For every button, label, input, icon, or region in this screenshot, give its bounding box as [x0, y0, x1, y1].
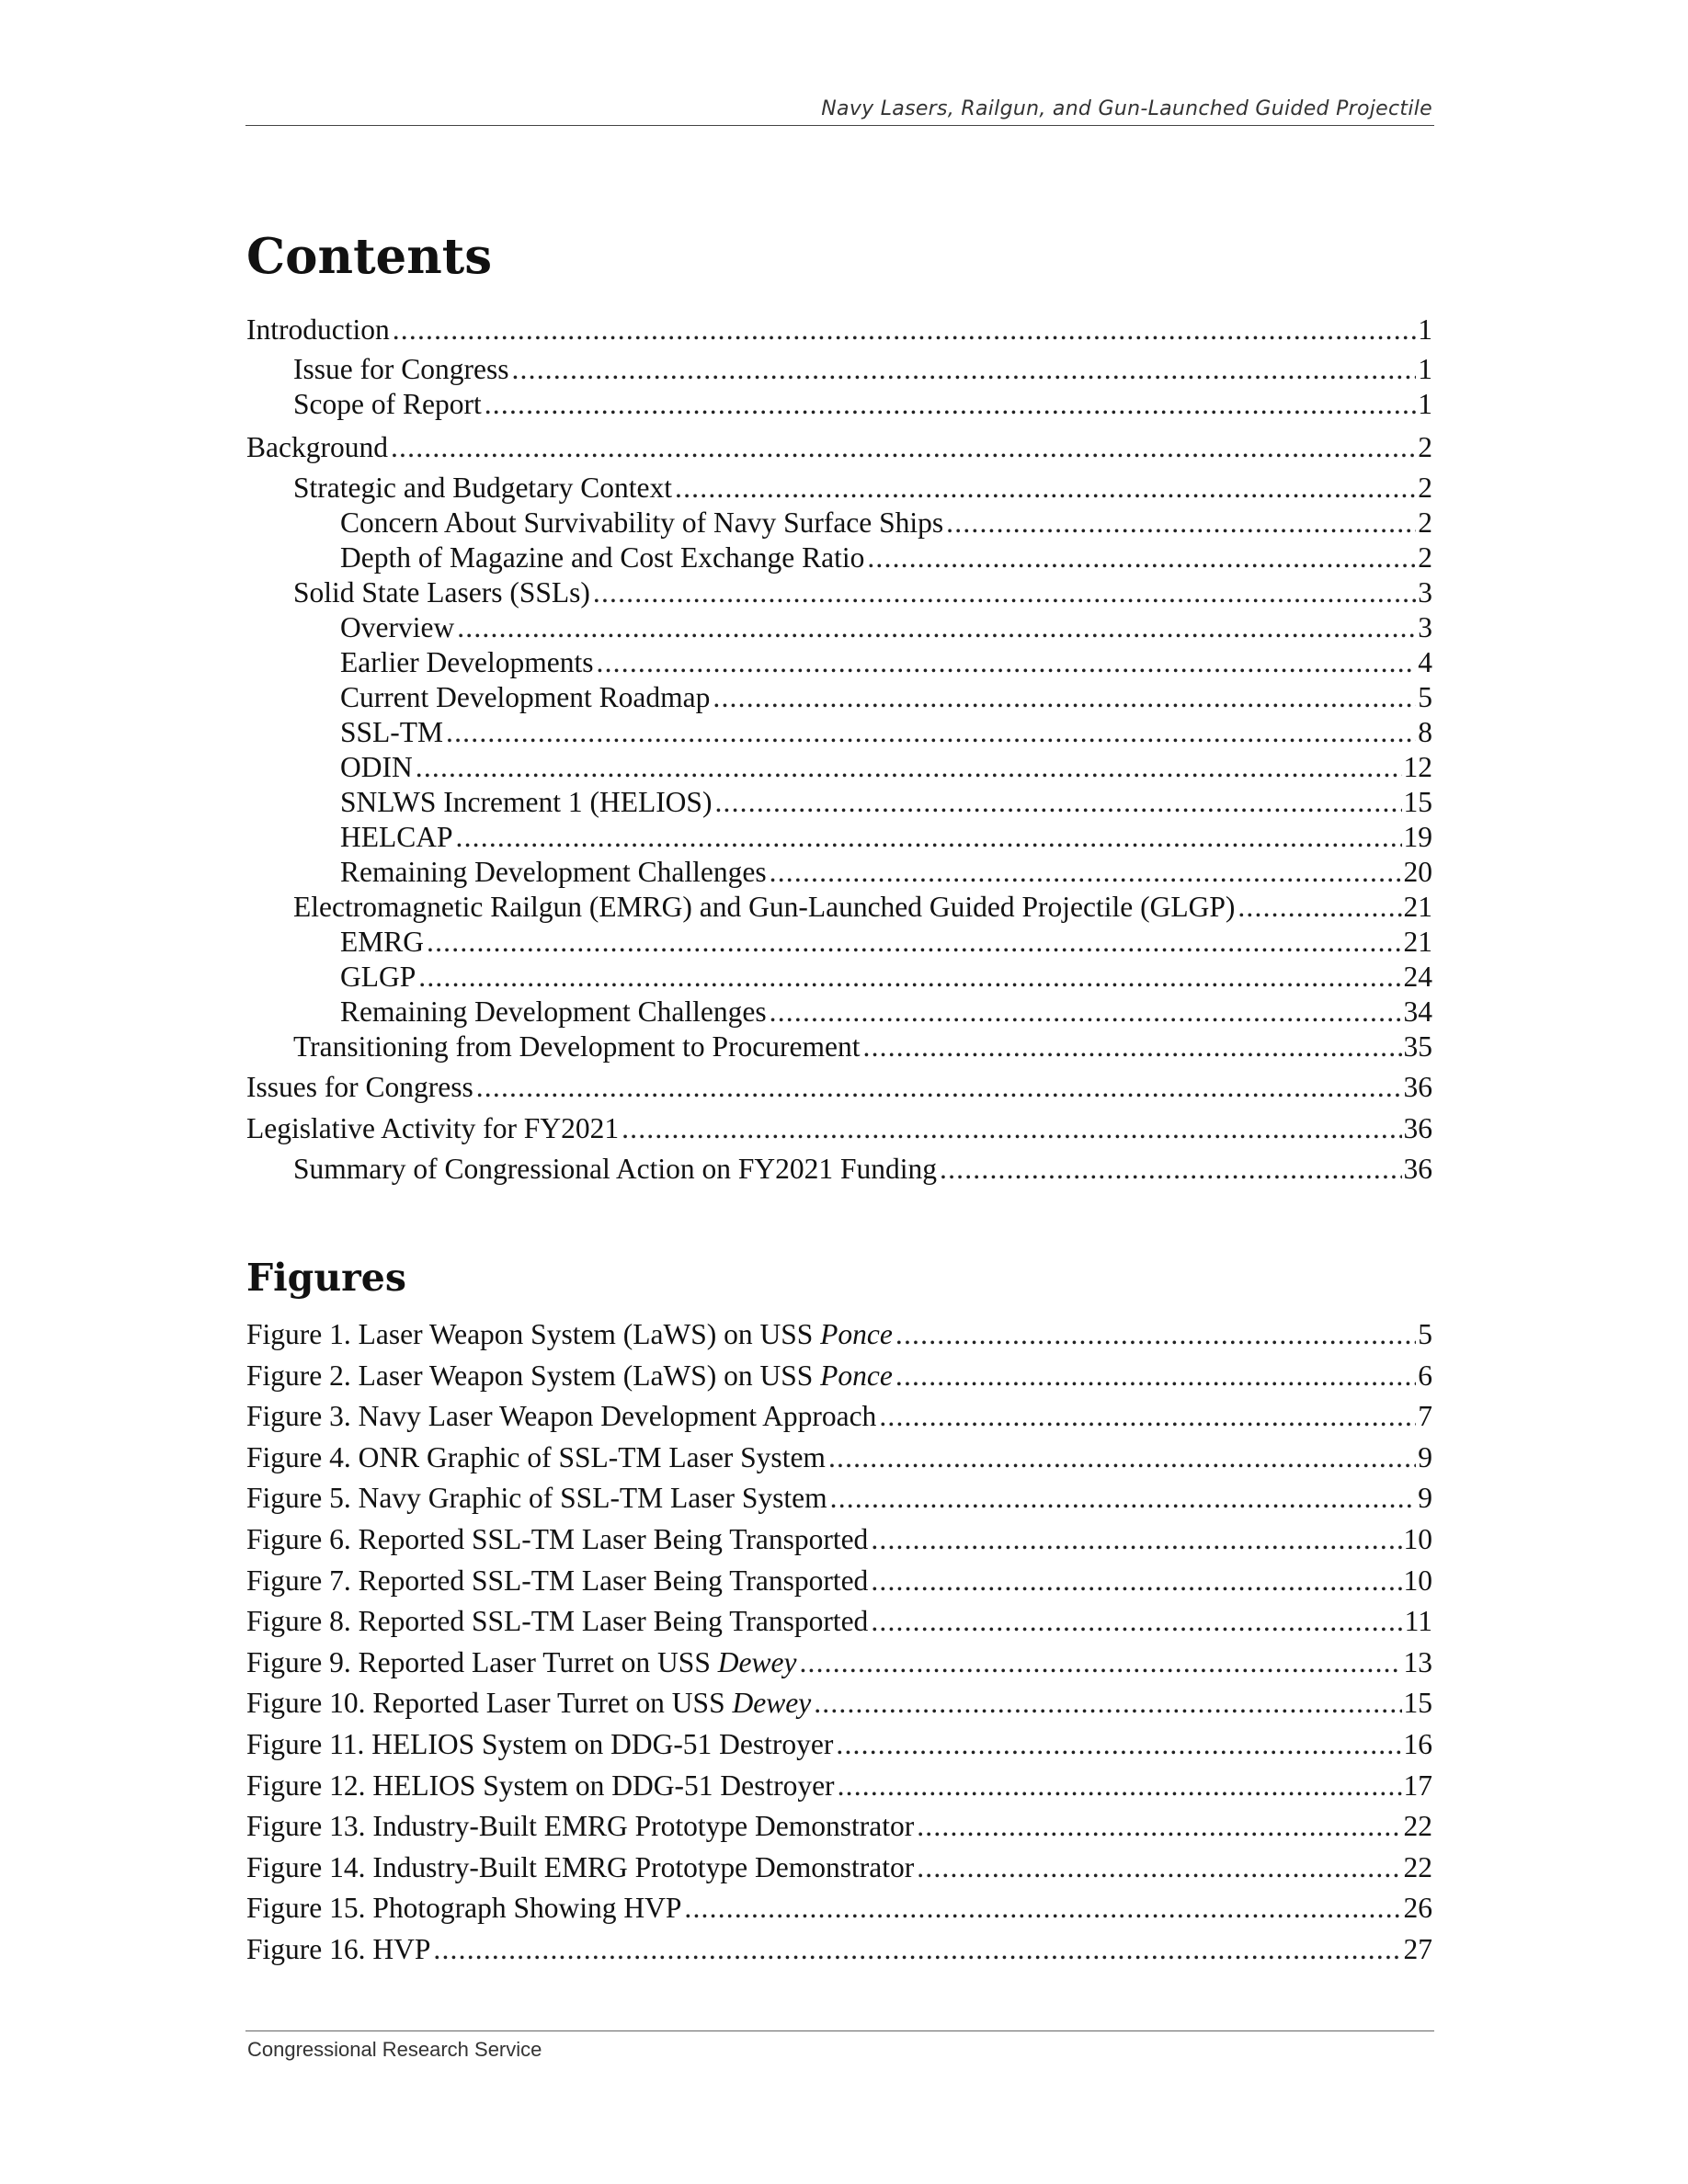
figure-entry-page: 27 [1403, 1933, 1432, 1965]
toc-entry-page: 3 [1418, 576, 1432, 609]
dot-leader [446, 716, 1416, 749]
dot-leader [871, 1523, 1401, 1556]
figure-entry-ship-name: Ponce [820, 1359, 893, 1392]
figure-entry-label [246, 1728, 833, 1761]
figure-entry-page: 17 [1403, 1769, 1432, 1802]
dot-leader [713, 681, 1416, 714]
dot-leader [511, 353, 1416, 386]
running-header-title: Navy Lasers, Railgun, and Gun-Launched Guided Projectile [821, 97, 1432, 120]
figure-entry-label [246, 1441, 826, 1474]
toc-entry[interactable] [293, 1030, 1432, 1064]
toc-entry-page: 36 [1403, 1153, 1432, 1185]
dot-leader [597, 646, 1417, 679]
toc-entry-label: HELCAP [340, 821, 453, 853]
toc-entry-page: 35 [1403, 1030, 1432, 1063]
toc-entry-label: Issues for Congress [246, 1071, 473, 1103]
toc-entry-label: Scope of Report [293, 388, 482, 420]
toc-entry-label: ODIN [340, 751, 413, 783]
dot-leader [714, 786, 1401, 819]
toc-entry-page: 1 [1418, 313, 1432, 346]
toc-entry-page: 19 [1403, 821, 1432, 853]
figure-entry-text: Figure 14. Industry-Built EMRG Prototype Demonstrator [246, 1850, 915, 1883]
dot-leader [770, 856, 1402, 889]
figure-entry[interactable] [246, 1482, 1432, 1515]
figure-entry-text: Figure 5. Navy Graphic of SSL-TM Laser System [246, 1482, 827, 1515]
figure-entry-ship-name: Dewey [732, 1687, 812, 1720]
dot-leader [485, 388, 1417, 421]
toc-entry-label: Earlier Developments [340, 646, 594, 678]
dot-leader [427, 926, 1401, 959]
figure-entry-ship-name: Dewey [717, 1645, 797, 1678]
page-footer [245, 2030, 1434, 2061]
toc-entry-label: Remaining Development Challenges [340, 995, 767, 1028]
toc-entry-page: 2 [1418, 541, 1432, 574]
figure-entry[interactable] [246, 1810, 1432, 1843]
figure-entry-label [246, 1564, 868, 1598]
figure-entry[interactable] [246, 1646, 1432, 1679]
figure-entry-text: Figure 3. Navy Laser Weapon Development Approach [246, 1400, 877, 1433]
figure-entry[interactable] [246, 1892, 1432, 1925]
figure-entry-page: 26 [1403, 1892, 1432, 1925]
dot-leader [684, 1892, 1401, 1925]
footer-text: Congressional Research Service [247, 2038, 542, 2061]
figure-entry[interactable] [246, 1851, 1432, 1884]
figure-entry-label [246, 1400, 876, 1433]
toc-entry[interactable] [340, 856, 1432, 889]
toc-entry-label: Introduction [246, 313, 390, 346]
toc-entry-page: 2 [1418, 472, 1432, 504]
toc-entry[interactable] [340, 646, 1432, 679]
toc-entry[interactable] [293, 576, 1432, 609]
toc-entry-label: Transitioning from Development to Procurement [293, 1030, 861, 1063]
figure-entry-label [246, 1318, 893, 1351]
toc-entry-page: 5 [1418, 681, 1432, 713]
toc-entry-label: Summary of Congressional Action on FY2021 Funding [293, 1153, 937, 1185]
toc-entry-label: Solid State Lasers (SSLs) [293, 576, 590, 609]
figure-entry-page: 13 [1403, 1645, 1432, 1678]
figure-entry[interactable] [246, 1933, 1432, 1966]
dot-leader [940, 1153, 1402, 1186]
toc-entry-label: Concern About Survivability of Navy Surface Ships [340, 506, 944, 539]
toc-entry-label: Background [246, 431, 388, 463]
dot-leader [867, 541, 1416, 574]
dot-leader [917, 1810, 1401, 1843]
figure-entry-text: Figure 7. Reported SSL-TM Laser Being Transported [246, 1564, 869, 1597]
toc-entry-page: 24 [1403, 961, 1432, 993]
toc-entry[interactable] [293, 472, 1432, 505]
figure-entry-page: 7 [1418, 1400, 1432, 1433]
toc-entry-page: 21 [1403, 926, 1432, 958]
figure-entry[interactable] [246, 1769, 1432, 1803]
toc-entry[interactable] [340, 716, 1432, 749]
toc-entry-page: 12 [1403, 751, 1432, 783]
figure-entry-label [246, 1933, 430, 1966]
toc-entry[interactable] [340, 506, 1432, 540]
toc-entry[interactable] [340, 995, 1432, 1029]
toc-entry[interactable] [340, 541, 1432, 574]
toc-entry[interactable] [246, 1112, 1432, 1145]
dot-leader [433, 1933, 1401, 1966]
toc-entry-label: Depth of Magazine and Cost Exchange Ratio [340, 541, 865, 574]
figure-entry-page: 6 [1418, 1359, 1432, 1392]
figure-entry-text: Figure 4. ONR Graphic of SSL-TM Laser System [246, 1440, 826, 1473]
toc-entry[interactable] [340, 926, 1432, 959]
figure-entry-text: Figure 12. HELIOS System on DDG-51 Destroyer [246, 1769, 835, 1802]
toc-entry-page: 20 [1403, 856, 1432, 888]
dot-leader [391, 431, 1416, 464]
toc-entry-label: Issue for Congress [293, 353, 509, 385]
toc-entry[interactable] [246, 1071, 1432, 1104]
figure-entry-text: Figure 16. HVP [246, 1933, 431, 1965]
figure-entry[interactable] [246, 1605, 1432, 1638]
figure-entry[interactable] [246, 1359, 1432, 1393]
dot-leader [418, 961, 1401, 994]
contents-heading: Contents [246, 228, 493, 285]
toc-entry-page: 1 [1418, 353, 1432, 385]
toc-entry[interactable] [340, 786, 1432, 819]
toc-entry-label: GLGP [340, 961, 416, 993]
dot-leader [770, 995, 1402, 1029]
figure-entry[interactable] [246, 1318, 1432, 1351]
toc-entry[interactable] [340, 681, 1432, 714]
toc-entry-label: Overview [340, 611, 455, 643]
toc-entry[interactable] [340, 611, 1432, 644]
figure-entry-text: Figure 10. Reported Laser Turret on USS [246, 1687, 733, 1720]
toc-entry-page: 21 [1403, 891, 1432, 923]
toc-entry[interactable] [340, 751, 1432, 784]
figure-entry-page: 5 [1418, 1318, 1432, 1350]
figure-entry-label [246, 1769, 835, 1803]
toc-entry[interactable] [293, 353, 1432, 386]
toc-entry[interactable] [293, 1153, 1432, 1186]
toc-entry-label: Strategic and Budgetary Context [293, 472, 673, 504]
toc-entry-page: 4 [1418, 646, 1432, 678]
toc-entry[interactable] [293, 388, 1432, 421]
toc-entry-label: Current Development Roadmap [340, 681, 711, 713]
dot-leader [1237, 891, 1401, 924]
dot-leader [830, 1482, 1417, 1515]
toc-entry-page: 34 [1403, 995, 1432, 1028]
figure-entry-label [246, 1851, 914, 1884]
toc-entry-label: EMRG [340, 926, 425, 958]
running-header [245, 97, 1434, 126]
figure-entry[interactable] [246, 1400, 1432, 1433]
toc-entry-label: SNLWS Increment 1 (HELIOS) [340, 786, 713, 818]
figure-entry-text: Figure 6. Reported SSL-TM Laser Being Transported [246, 1523, 869, 1555]
dot-leader [863, 1030, 1402, 1064]
dot-leader [917, 1851, 1401, 1884]
toc-entry[interactable] [340, 821, 1432, 854]
toc-entry[interactable] [246, 431, 1432, 464]
toc-entry-page: 1 [1418, 388, 1432, 420]
figure-entry-text: Figure 9. Reported Laser Turret on USS [246, 1645, 718, 1678]
figure-entry-page: 9 [1418, 1440, 1432, 1473]
dot-leader [871, 1605, 1402, 1638]
figure-entry[interactable] [246, 1728, 1432, 1761]
figure-entry-page: 11 [1404, 1605, 1432, 1638]
dot-leader [871, 1564, 1401, 1598]
toc-entry-label: SSL-TM [340, 716, 444, 748]
figure-entry[interactable] [246, 1441, 1432, 1474]
figure-entry-page: 10 [1403, 1564, 1432, 1597]
toc-entry-label: Legislative Activity for FY2021 [246, 1112, 620, 1144]
figure-entry-ship-name: Ponce [820, 1318, 893, 1350]
dot-leader [393, 313, 1417, 347]
toc-entry-page: 8 [1418, 716, 1432, 748]
dot-leader [593, 576, 1416, 609]
toc-entry-page: 15 [1403, 786, 1432, 818]
toc-entry[interactable] [340, 961, 1432, 994]
figure-entry[interactable] [246, 1564, 1432, 1598]
dot-leader [456, 821, 1402, 854]
toc-entry-page: 36 [1403, 1071, 1432, 1103]
toc-entry-label: Remaining Development Challenges [340, 856, 767, 888]
figure-entry-page: 22 [1403, 1810, 1432, 1843]
figure-entry-label [246, 1359, 893, 1393]
figure-entry-text: Figure 1. Laser Weapon System (LaWS) on USS [246, 1318, 821, 1350]
dot-leader [836, 1728, 1401, 1761]
figure-entry-label [246, 1892, 681, 1925]
figure-entry-text: Figure 2. Laser Weapon System (LaWS) on USS [246, 1359, 821, 1392]
figure-entry-text: Figure 13. Industry-Built EMRG Prototype Demonstrator [246, 1810, 915, 1843]
toc-entry[interactable] [293, 891, 1432, 924]
dot-leader [895, 1359, 1416, 1393]
dot-leader [895, 1318, 1416, 1351]
toc-entry-page: 2 [1418, 431, 1432, 463]
dot-leader [838, 1769, 1402, 1803]
figure-entry-label [246, 1810, 914, 1843]
figures-heading: Figures [246, 1256, 406, 1300]
figure-entry-page: 16 [1403, 1728, 1432, 1760]
figure-entry-text: Figure 11. HELIOS System on DDG-51 Destroyer [246, 1728, 834, 1760]
dot-leader [675, 472, 1416, 505]
dot-leader [879, 1400, 1416, 1433]
figure-entry-label [246, 1482, 827, 1515]
figure-entry-label [246, 1687, 811, 1720]
figure-entry-label [246, 1605, 868, 1638]
dot-leader [946, 506, 1416, 540]
dot-leader [814, 1687, 1401, 1720]
dot-leader [457, 611, 1416, 644]
figure-entry-page: 15 [1403, 1687, 1432, 1720]
dot-leader [416, 751, 1402, 784]
dot-leader [799, 1646, 1401, 1679]
toc-entry-page: 2 [1418, 506, 1432, 539]
figure-entry[interactable] [246, 1523, 1432, 1556]
figure-entry[interactable] [246, 1687, 1432, 1720]
figure-entry-label [246, 1523, 868, 1556]
figure-entry-label [246, 1646, 796, 1679]
figure-entry-page: 22 [1403, 1850, 1432, 1883]
toc-entry-page: 3 [1418, 611, 1432, 643]
dot-leader [828, 1441, 1416, 1474]
figure-entry-text: Figure 8. Reported SSL-TM Laser Being Transported [246, 1605, 869, 1638]
figure-entry-page: 9 [1418, 1482, 1432, 1515]
toc-entry-label: Electromagnetic Railgun (EMRG) and Gun-Launched Guided Projectile (GLGP) [293, 891, 1236, 923]
toc-entry-page: 36 [1403, 1112, 1432, 1144]
dot-leader [622, 1112, 1401, 1145]
figure-entry-page: 10 [1403, 1523, 1432, 1555]
toc-entry[interactable] [246, 313, 1432, 347]
dot-leader [476, 1071, 1402, 1104]
figure-entry-text: Figure 15. Photograph Showing HVP [246, 1892, 682, 1925]
